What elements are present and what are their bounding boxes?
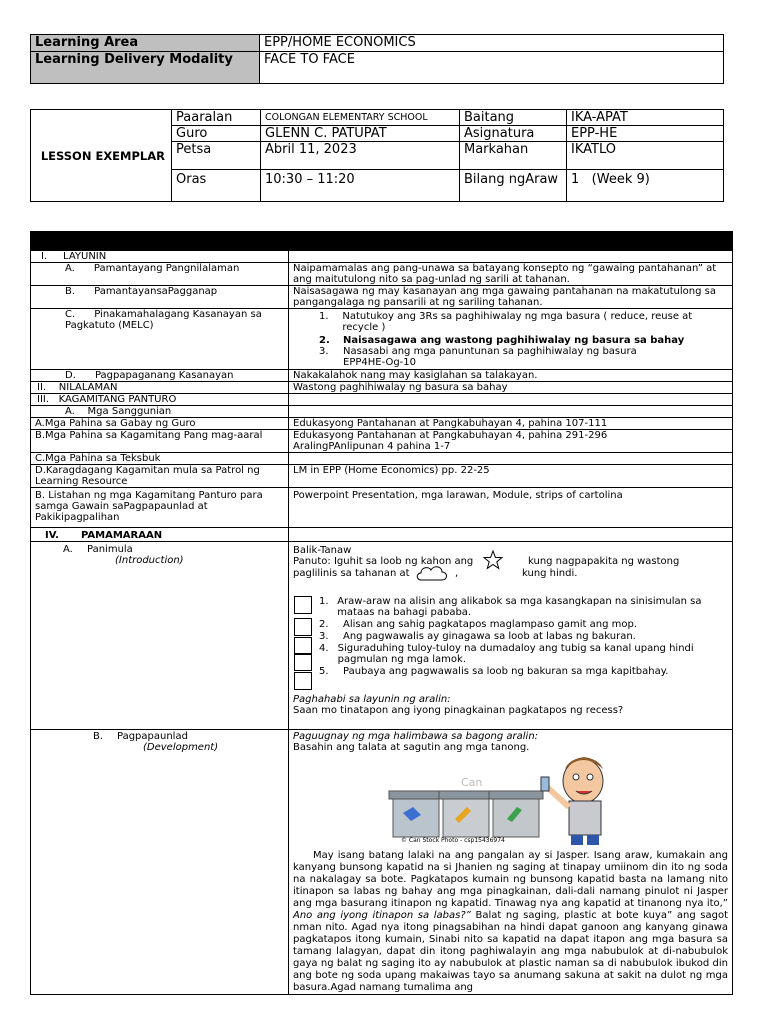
petsa-value: Abril 11, 2023 [261,142,460,170]
nilalaman-value: Wastong paghihiwalay ng basura sa bahay [289,382,733,394]
listahan-label: B. Listahan ng mga Kagamitang Panturo para samga Gawain saPagpapaunlad at Pakikipagpalihan [31,488,289,528]
photo-watermark: © Can Stock Photo - csp15436974 [401,837,505,844]
panuto-text-4: , [455,568,459,579]
basahin: Basahin ang talata at sagutin ang mga tanong. [293,742,530,753]
learning-area-label: Learning Area [31,35,260,52]
pagganap-value: Naisasagawa ng may kasanayan ang mga gawaing pantahanan na makatutulong sa pangangalaga ng pansarili at ng sariling tahanan. [289,286,733,309]
introduction-label: (Introduction) [115,555,184,566]
list-item: 2. Alisan ang sahig pagkatapos maglampaso gamit ang mop. [319,619,638,630]
kagamitang-label: III. KAGAMITANG PANTURO [31,394,289,406]
panimula-letter: A. [63,544,73,555]
pagpapaganang-label: D. Pagpapaganang Kasanayan [31,370,289,382]
star-icon [483,550,503,573]
markahan-label: Markahan [460,142,567,170]
kagamitang-pang-label: B.Mga Pahina sa Kagamitang Pang mag-aaral [31,430,289,453]
melc-code: EPP4HE-Og-10 [343,357,417,368]
nilalaman-label: II. NILALAMAN [31,382,289,394]
header-table [30,34,724,84]
answer-box-1[interactable] [294,596,312,614]
melc-item-1: Natutukoy ang 3Rs sa paghihiwalay ng mga basura ( reduce, reuse at recycle ) [342,311,693,333]
learning-area-value: EPP/HOME ECONOMICS [260,35,724,52]
pamantayang-value: Naipamamalas ang pang-unawa sa batayang konsepto ng “gawaing pantahanan” at ang maitutulong nito sa pag-unlad ng sarili at tahanan. [289,263,733,286]
guro-label: Guro [172,126,261,142]
header-bar [31,232,733,251]
modality-value: FACE TO FACE [260,52,724,84]
gabay-label: A.Mga Pahina sa Gabay ng Guro [31,418,289,430]
saan-question: Saan mo tinatapon ang iyong pinagkainan pagkatapos ng recess? [293,705,624,716]
markahan-value: IKATLO [567,142,724,170]
listahan-value: Powerpoint Presentation, mga larawan, Module, strips of cartolina [289,488,733,528]
pagpapaganang-value: Nakakalahok nang may kasiglahan sa talakayan. [289,370,733,382]
lesson-plan-table [30,231,733,995]
oras-label: Oras [172,170,261,202]
baitang-value: IKA-APAT [567,110,724,126]
oras-value: 10:30 – 11:20 [261,170,460,202]
paaralan-value: COLONGAN ELEMENTARY SCHOOL [261,110,460,126]
karagdagang-label: D.Karagdagang Kagamitan mula sa Patrol ng Learning Resource [31,465,289,488]
list-item: 4. Siguraduhing tuloy-tuloy na dumadaloy ang tubig sa kanal upang hindi pagmulan ng mga lamok. [319,643,694,665]
paghahabi: Paghahabi sa layunin ng aralin: [293,694,451,705]
pagpapaunlad-letter: B. [93,731,104,742]
baitang-label: Baitang [460,110,567,126]
kagamitang-pang-value-1: Edukasyong Pantahanan at Pangkabuhayan 4, pahina 291-296 [293,430,608,441]
sanggunian-label: A. Mga Sanggunian [31,406,289,418]
karagdagang-value: LM in EPP (Home Economics) pp. 22-25 [289,465,733,488]
petsa-label: Petsa [172,142,261,170]
panuto-text-3: paglilinis sa tahanan at [293,568,410,579]
panuto-text-2: kung nagpapakita ng wastong [528,556,680,567]
exemplar-table [30,109,724,202]
list-item: 3. Ang pagwawalis ay ginagawa sa loob at labas ng bakuran. [319,631,636,642]
bilang-label: Bilang ngAraw [460,170,567,202]
pagganap-label: B. PamantayansaPagganap [31,286,289,309]
bilang-value: 1 (Week 9) [567,170,724,202]
melc-item-2: Naisasagawa ang wastong paghihiwalay ng basura sa bahay [343,335,685,346]
melc-value: 1. Natutukoy ang 3Rs sa paghihiwalay ng mga basura ( reduce, reuse at recycle ) 2. Naisasagawa ang wastong paghihiwalay ng basura sa bahay 3. Nasasabi ang mga panuntunan sa paghihiwalay ng basura EPP4HE-Og-10 [289,309,733,370]
melc-item-3: Nasasabi ang mga panuntunan sa paghihiwalay ng basura [343,346,637,357]
gabay-value: Edukasyong Pantahanan at Pangkabuhayan 4, pahina 107-111 [289,418,733,430]
pamamaraan-label: PAMAMARAAN [81,530,163,541]
pamantayang-label: A. Pamantayang Pangnilalaman [31,263,289,286]
pamamaraan-num: IV. [45,530,59,541]
teksbuk-label: C.Mga Pahina sa Teksbuk [31,453,289,465]
svg-text:Can: Can [461,776,483,789]
recycling-illustration [293,755,728,847]
list-item: 5. Paubaya ang pagwawalis sa loob ng bakuran sa mga kapitbahay. [319,666,669,677]
melc-label: C. Pinakamahalagang Kasanayan sa Pagkatuto (MELC) [31,309,289,370]
cloud-icon [415,564,449,589]
lesson-exemplar-title: LESSON EXEMPLAR [31,110,172,202]
balik-tanaw: Balik-Tanaw [293,545,352,556]
layunin-label: I. LAYUNIN [31,251,289,263]
development-label: (Development) [143,742,219,753]
answer-box-2[interactable] [294,618,312,636]
modality-label: Learning Delivery Modality [31,52,260,84]
story-paragraph: May isang batang lalaki na ang pangalan ay si Jasper. Isang araw, kumakain ang kanyang bunsong kapatid na si Jhanien ng saging at tinapay umiinom din ito ng soda na nakalagay sa bote. Pagkatapos kumain ng bunsong kapatid basta na lamang nito itinapon sa labas ng bahay ang mga pinagkainan, dali-dali namang pinulot ni Jasper ang mga basurang itinapon ng kapatid. Tinawag nya ang kapatid at tinanong nya ito,” Ano ang iyong itinapon sa labas?” Balat ng saging, plastic at bote kuya” ang sagot nman nito. Agad nya itong pinagsabihan na hindi dapat ganoon ang kanyang ginawa pagkatapos itong kumain, Sinabi nito sa kapatid na dapat itapon ang mga basura sa tamang lalagyan, dapat din itong paghiwalayin ang mga nabubulok at di-nabubulok gaya ng balat ng saging ito ay nabubulok at plastic naman sa di nabubulok ibukod din ang bote ng soda upang makaiwas tayo sa anumang sakuna at sakit na dulot ng mga basura.Agad namang tumalima ang [293,850,729,993]
kagamitang-pang-value-2: AralingPAnlipunan 4 pahina 1-7 [293,441,451,452]
panimula-label: Panimula [87,544,133,555]
paaralan-label: Paaralan [172,110,261,126]
guro-value: GLENN C. PATUPAT [261,126,460,142]
asignatura-label: Asignatura [460,126,567,142]
answer-box-5[interactable] [294,672,312,690]
pagpapaunlad-label: Pagpapaunlad [117,731,188,742]
panuto-text-5: kung hindi. [522,568,578,579]
asignatura-value: EPP-HE [567,126,724,142]
paguugnay: Paguugnay ng mga halimbawa sa bagong aralin: [293,731,539,742]
list-item: 1. Araw-araw na alisin ang alikabok sa mga kasangkapan na sinisimulan sa mataas na bahagi pababa. [319,596,702,618]
panuto-text-1: Panuto: Iguhit sa loob ng kahon ang [293,556,474,567]
answer-box-4[interactable] [294,653,312,671]
